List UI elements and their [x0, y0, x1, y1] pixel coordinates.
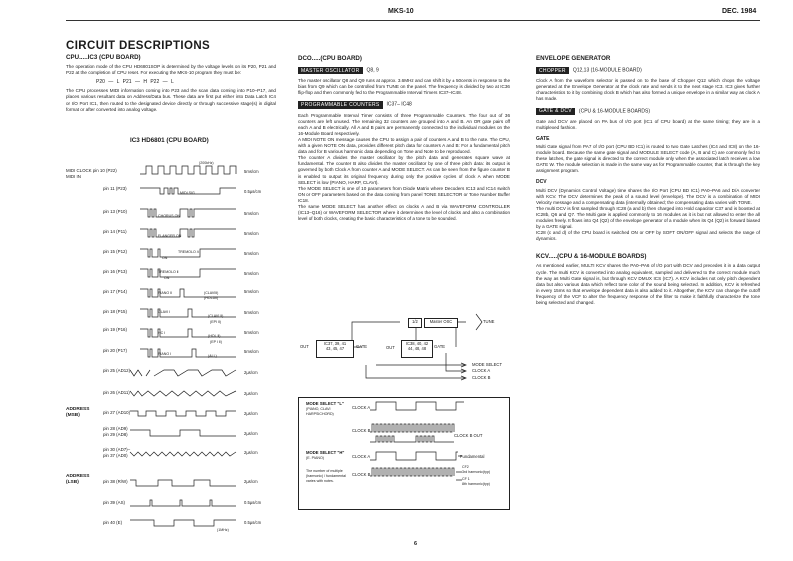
pin-label: pin 16 (P13): [103, 269, 127, 274]
address-msb-label: ADDRESS (MSB): [66, 407, 90, 418]
rate-label: 2µs/cm: [244, 450, 258, 455]
cpu-paragraph-1: The operation mode of the CPU HD6801SOP is determined by the voltage levels on its P20, P21 and P22 at the completion of CPU reset. For executing the MKS-10 program they must be:: [66, 64, 276, 76]
master-osc-subhead: MASTER OSCILLATOR Q8, 9: [298, 67, 510, 74]
master-osc-tag: MASTER OSCILLATOR: [298, 67, 363, 74]
pin-label: pin 38 (R/W): [103, 479, 128, 484]
pin-inner-label: ON: [164, 276, 170, 280]
rate-label: 0.5µs/cm: [244, 189, 262, 194]
counter-b-block: IC38, 40, 42 44, 48, 48: [401, 340, 433, 358]
midi-clock-wave: [140, 166, 236, 174]
pin-inner-label: HC I: [158, 331, 166, 335]
ts-cf1: CF 1: [462, 477, 470, 481]
midi-clock-label: MIDI CLOCK pin 10 (P22): [66, 168, 117, 173]
pin-label: pin 18 (P15): [103, 309, 127, 314]
pin-inner-label: (HOLDⅡ): [204, 296, 219, 300]
tremolo-a-wave: [140, 249, 236, 257]
ts-fundamental: Fundamental: [460, 454, 485, 459]
pin-inner-label: (ALL): [208, 354, 217, 358]
ts-note-1: The number of multiple: [306, 469, 343, 473]
pin-label: pin 26 (AD11): [103, 390, 130, 395]
pin-label: pin 17 (P14): [103, 289, 127, 294]
ad12-wave: [130, 370, 236, 376]
counter-a-gate: GATE: [356, 344, 368, 349]
timing-frequency-note: (200kHz): [199, 161, 214, 165]
dcv-paragraph-1: Multi DCV (Dynamics Control Voltage) time shares the I/O Port (CPU BD IC1) PA0–PA6 and D/A converter with KCV. The DCV determines the peak of a sound level (envelope). The DCV is a combination of MIDI Velocity message and a compensating data (internally obtained; the compensating data varies with TONE.: [536, 187, 760, 205]
rate-label: 2µs/cm: [244, 391, 258, 396]
ts-clock-a-high: CLOCK A: [352, 454, 371, 459]
pin-inner-label: PIANO Ⅱ: [158, 291, 172, 295]
rate-label: 5ms/cm: [244, 231, 259, 236]
ms-low-sub2: HARPSICHORD): [306, 412, 334, 416]
midi-sig-wave: [140, 188, 236, 194]
clock-b-high-wave: [370, 468, 454, 476]
pin-inner-label: (CLAVI Ⅱ): [208, 314, 224, 318]
pin-label: pin 37 (AD0): [103, 453, 128, 458]
mode-select-waveforms: [370, 398, 470, 493]
counter-b-out: OUT: [386, 345, 395, 350]
rate-label: 2µs/cm: [244, 370, 258, 375]
dco-paragraph-5: The MODE SELECT is one of 10 parameters from Diode Matrix where Decoders IC13 and IC14 switch ON or OFF parameters based on the data coming from panel TONE SELECTOR or Tone Number Buffer IC18.: [298, 185, 510, 203]
frequency-note: (1MHz): [217, 528, 229, 532]
rate-label: 5ms/cm: [244, 349, 259, 354]
counter-b-gate: GATE: [434, 344, 446, 349]
rate-label: 2µs/cm: [244, 479, 258, 484]
pin-inner-label: PIANO I: [158, 352, 172, 356]
rate-label: 2µs/cm: [244, 431, 258, 436]
clock-b-out-wave: [370, 436, 454, 442]
page-header: [0, 6, 793, 20]
rate-label: 2µs/cm: [244, 411, 258, 416]
flanger-wave: [140, 229, 236, 237]
rate-label: 5ms/cm: [244, 310, 259, 315]
dco-paragraph-3: A MIDI NOTE ON message causes the CPU to assign a pair of counters A and B to the note. The CPU, with a given NOTE ON data, provides different pitch data for counters A and B: For a fundamental pitch data and for B various harmonic data depending on Tone and Note to be reproduced.: [298, 136, 510, 155]
envelope-paragraph-2: Gate and DCV are placed on PA bus of I/O port (IC1 of CPU board) at the same timing; they are in a multiplexed fashion.: [536, 118, 760, 130]
page-number: 6: [414, 541, 418, 547]
pin-inner-label: (HOL Ⅱ): [208, 334, 221, 338]
dcv-paragraph-2: The multi DCV is first sampled through IC28 (a and b) then charged into Hold capacitor C37 and is boosted at IC28b, Q6 and Q7. The Multi gate is applied commonly to 16 modules as it is but not allowed to enter the all modules freely. It flows into Q4 (Q2) of the envelope generator of a module when its Q4 (Q2) is forward biased by a GATE signal.: [536, 205, 760, 230]
column-cpu: [66, 55, 276, 113]
hc-1-wave: [140, 329, 236, 337]
ts-note-3: varies with notes.: [306, 479, 334, 483]
pin-label: pin 40 (E): [103, 520, 123, 525]
gate-dcv-subhead: GATE & DCV (CPU & 16-MODULE BOARDS): [536, 108, 760, 115]
pin-inner-label: (EPI Ⅱ): [210, 320, 221, 324]
dco-paragraph-6: The same MODE SELECT has another effect on clocks A and B via WAVEFORM CONTROLLER (IC13–Q16) or WAVEFORM SELECTOR where it determines the level of clocks and also a combination level of both clocks, creating the basic characteristics of a tone to be sounded.: [298, 203, 510, 222]
clock-b-label: CLOCK B: [472, 375, 491, 380]
section-heading-envelope: ENVELOPE GENERATOR: [536, 55, 611, 62]
chopper-subhead: CHOPPER Q12,13 (16-MODULE BOARD): [536, 67, 760, 74]
ms-high-sub: (E. PIANO): [306, 456, 324, 460]
rw-wave: [130, 480, 236, 486]
as-wave: [130, 500, 236, 506]
rate-label: 5ms/cm: [244, 330, 259, 335]
divider-block: 1/2: [408, 318, 422, 328]
pin-inner-label: TREMOLO Λ: [178, 250, 200, 254]
column-dco: [298, 56, 510, 222]
header-date: DEC. 1984: [722, 8, 757, 15]
kcv-heading: KCV.....(CPU & 16-MODULE BOARDS): [536, 253, 647, 261]
cpu-paragraph-2: The CPU processes MIDI information coming into P23 and the scan data coming into P10–P17, and places various resultant data on Address/Data bus. These data are first put either into Data Latch IC4 or I/O Port IC1, then routed to the designated device directly or through successive stage(s) in digital format or after converted into analog voltage.: [66, 88, 276, 112]
kcv-paragraph: As mentioned earlier, MULTI KCV shares the PA0–PA6 of I/O port with DCV and precedes it in a data output cycle. The multi KCV is converted into analog equivalent, sampled and delivered to the correct module much the way as Multi Gate signal is, but through KCV DMUX ICS (IC7). A KCV includes not only pitch dependent data but also various data which reflect tone color of the sound being selected. In addition, KCV is refreshed in every 15ms so that envelope dependent data is also added to it. Altogether, the KCV can change the cutoff frequency of the VCF to alter the frequency response of the filter to make it faithfully characterize the tone being selected and changed.: [536, 263, 760, 305]
ms-high-label: MODE SELECT "H": [306, 450, 345, 455]
clock-b-low-wave: [370, 424, 454, 432]
rate-label: 0.5µs/cm: [244, 520, 262, 525]
rate-label: 5ms/cm: [244, 271, 259, 276]
cpu-formula: P20 — L P21 — H P22 — L: [96, 79, 174, 86]
master-osc-block: Master OSC: [424, 318, 458, 328]
counter-a-block: IC37, 39, 41 43, 45, 47: [316, 340, 354, 358]
pin-label: pin 30 (AD7)–: [103, 447, 131, 452]
piano-2-wave: [140, 289, 236, 297]
midi-in-label: MIDI IN: [66, 174, 81, 179]
rate-label: 5ms/cm: [244, 211, 259, 216]
clock-a-low-wave: [370, 402, 464, 410]
pin-label: pin 13 (P10): [103, 209, 127, 214]
clavi-1-wave: [140, 309, 236, 317]
envelope-paragraph-1: Clock A from the waveform selector is passed on to the base of Chopper Q12 which chops the voltage generated at the Envelope Generator at the clock rate and sends it to the next stage IC3. IC3 gives further characteristics to it by combining clock B which has also formed a unique envelope in a similar way as clock A has made.: [536, 78, 760, 102]
tune-label: TUNE: [483, 319, 495, 324]
ts-note-2: (harmonic) / fundamental: [306, 474, 346, 478]
dco-paragraph-1: The master oscillator Q8 and Q9 runs at approx. 3.6MHz and can shift it by ± 50cents in response to the bias from Q9 which can be controlled from TUNE on the panel. The frequency is divided by two at IC36 flip-flop and then commonly fed to the Programmable Interval Timers IC37–IC48.: [298, 78, 510, 96]
section-heading-dco: DCO.....(CPU BOARD): [298, 55, 362, 62]
dcv-heading: DCV: [536, 179, 547, 186]
pin-label: pin 28 (AD9): [103, 426, 128, 431]
chip-diagram-title: IC3 HD6801 (CPU BOARD): [130, 137, 209, 144]
ts-clock-b-high: CLOCK B: [352, 472, 371, 477]
clock-a-label: CLOCK A: [472, 368, 491, 373]
dcv-paragraph-3: IC28 (c and d) of the CPU board is switched ON or OFF by SOFT ON/OFF signal and selects the range of dynamics.: [536, 230, 760, 242]
pin-label: pin 14 (P11): [103, 229, 127, 234]
column-envelope: [536, 56, 760, 306]
gate-heading: GATE: [536, 135, 550, 142]
ad11-wave: [130, 391, 236, 396]
ms-low-sub: (PIANO, CLAVI: [306, 407, 331, 411]
section-heading-cpu: CPU.....IC3 (CPU BOARD): [66, 54, 141, 61]
ts-clock-a-low: CLOCK A: [352, 405, 371, 410]
e-wave: [130, 520, 236, 526]
pin-label: pin 25 (AD12): [103, 368, 131, 373]
address-lsb-label: ADDRESS (LSB): [66, 474, 90, 485]
pin-inner-label: (EP I Ⅱ): [210, 340, 222, 344]
rate-label: 5ms/cm: [244, 251, 259, 256]
pin-inner-label: CLAVI I: [158, 310, 171, 314]
chopper-tag: CHOPPER: [536, 67, 569, 74]
gate-dcv-tag: GATE & DCV: [536, 108, 575, 115]
ad7-wave: [130, 452, 236, 456]
pin-label: pin 27 (AD10): [103, 410, 131, 415]
model-name: MKS-10: [388, 8, 414, 15]
dco-paragraph-2: Each Programmable Interval Timer consists of three Programmable Counters. The four out of 36 counters are left unused. The remaining 32 counters are grouped into A and B. An OR gate pairs off each A and B electrically. All A and B pairs are permanently connected to the individual modules on the 16-Module Board respectively.: [298, 112, 510, 136]
ts-clock-b-out: CLOCK B OUT: [454, 433, 483, 438]
ts-cf2: CF2: [462, 465, 469, 469]
dco-paragraph-4: The counter A divides the master oscillator by the pitch data and generates square wave at fundamental. The counter B also divides the master oscillator by one of three pitch data: its output is governed by both Clock A from counter A and MODE SELECT. As can be seen from the figure counter B is enabled to output its original frequency during only the positive cycles of clock A when MODE SELECT is low (PIANO, HARP, CLAVI).: [298, 155, 510, 185]
pin-inner-label: CHORUS ON: [158, 214, 180, 218]
pin-inner-label: TREMOLO Ⅱ: [158, 270, 179, 274]
pin-label: pin 20 (P17): [103, 348, 127, 353]
ts-cf2-sub: 3rd harmonic(typ): [462, 470, 491, 474]
ms-low-label: MODE SELECT "L": [306, 401, 344, 406]
counter-a-out: OUT: [300, 344, 309, 349]
ts-cf1-sub: 8th harmonic(typ): [462, 482, 490, 486]
pin-inner-label: MIDI SIG: [180, 191, 195, 195]
rate-label: 5ms/cm: [244, 289, 259, 294]
rate-label: 0.5µs/cm: [244, 500, 262, 505]
counters-tag: PROGRAMMABLE COUNTERS: [298, 101, 383, 108]
header-rule: [66, 20, 760, 21]
cpu-timing-waveforms: [140, 162, 240, 537]
page-title: CIRCUIT DESCRIPTIONS: [66, 40, 211, 52]
clock-a-high-wave: [370, 452, 458, 460]
pin-label: pin 11 (P23): [103, 186, 127, 191]
pin-inner-label: (CLAVIⅡ): [204, 291, 219, 295]
pin-label: pin 39 (AS): [103, 500, 125, 505]
pin-label: pin 15 (P12): [103, 249, 127, 254]
ad9-wave: [130, 430, 236, 436]
piano-1-wave: [140, 349, 236, 357]
mode-select-label: MODE SELECT: [472, 362, 503, 367]
counters-subhead: PROGRAMMABLE COUNTERS IC37– IC48: [298, 101, 510, 108]
rate-label: 5ms/cm: [244, 169, 259, 174]
ad10-wave: [130, 411, 236, 416]
chorus-wave: [140, 209, 236, 217]
pin-label: pin 29 (AD8): [103, 432, 128, 437]
pin-inner-label: ON: [162, 256, 168, 260]
gate-paragraph: Multi Gate signal from PA7 of I/O port (CPU BD IC1) is routed to two Gate Latches (IC4 and IC8) on the 16-module board. Because the same gate signal and MODULE SELECT code (A, B and C) are commonly fed to these latches, the gate signal is directed to the correct module only when the associated latch receives a low GATE W. The module selection is made in the same way as for Programmable counter, that is through the key assignment program.: [536, 143, 760, 174]
pin-inner-label: FLANGER ON: [158, 234, 182, 238]
pin-label: pin 19 (P16): [103, 327, 127, 332]
tremolo-b-wave: [140, 269, 236, 277]
ts-clock-b-low: CLOCK B: [352, 428, 371, 433]
